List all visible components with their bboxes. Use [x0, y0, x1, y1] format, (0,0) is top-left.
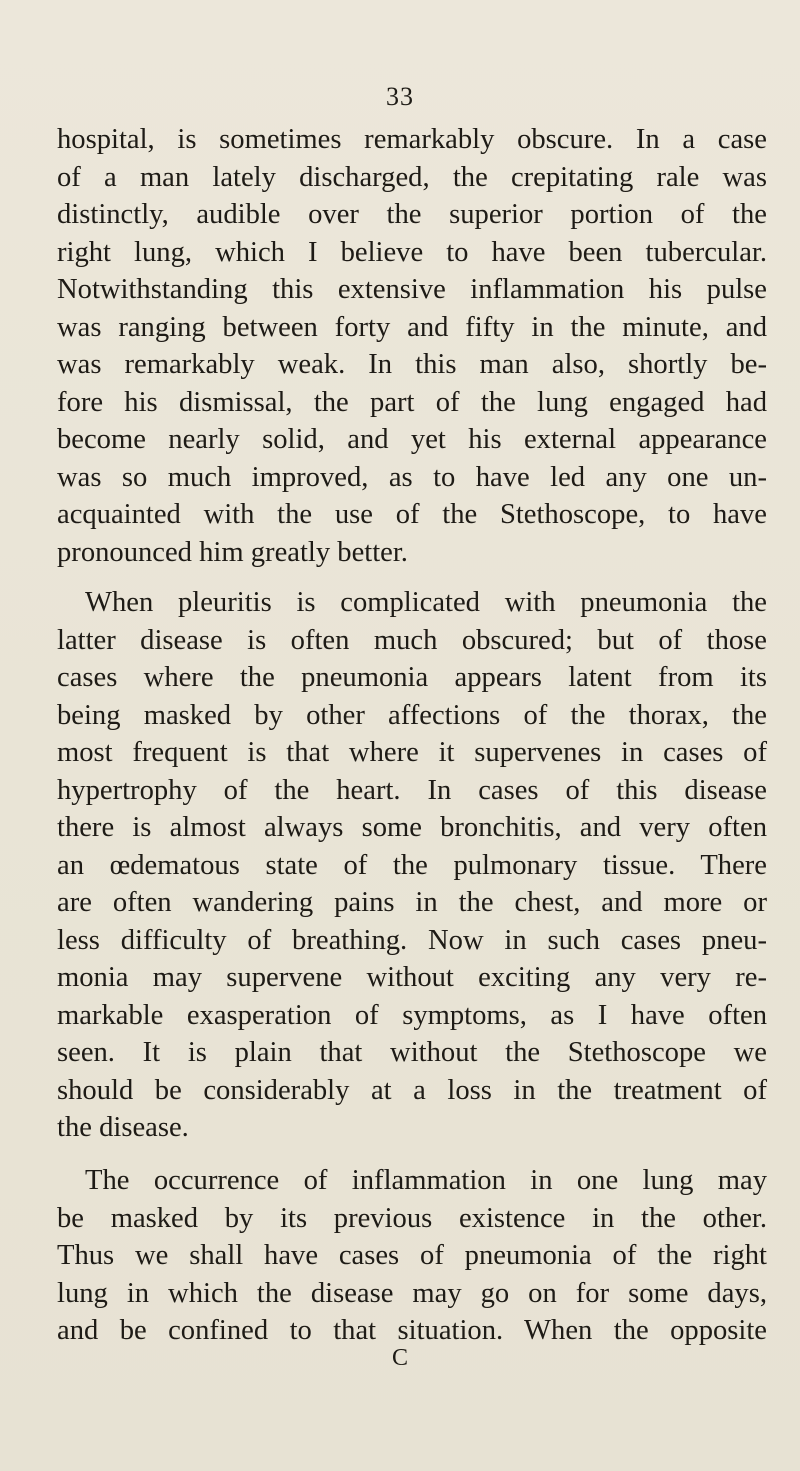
text-line: fore his dismissal, the part of the lung engaged had	[57, 386, 767, 418]
text-line: lung in which the disease may go on for some days,	[57, 1277, 767, 1309]
text-line: latter disease is often much obscured; but of those	[57, 624, 767, 656]
text-line: markable exasperation of symptoms, as I have often	[57, 999, 767, 1031]
text-line: and be confined to that situation. When the opposite	[57, 1315, 767, 1346]
text-line: Notwithstanding this extensive inflammation his pulse	[57, 274, 767, 305]
paragraph-1	[57, 121, 767, 571]
text-line: hypertrophy of the heart. In cases of this disease	[57, 774, 767, 806]
text-line: Thus we shall have cases of pneumonia of the right	[57, 1240, 767, 1271]
text-line: of a man lately discharged, the crepitating rale was	[57, 161, 767, 193]
text-line: seen. It is plain that without the Stethoscope we	[57, 1037, 767, 1068]
text-line: distinctly, audible over the superior portion of the	[57, 199, 767, 230]
text-line: pronounced him greatly better.	[57, 536, 408, 568]
text-line: less difficulty of breathing. Now in such cases pneu-	[57, 924, 767, 956]
text-line: right lung, which I believe to have been tubercular.	[57, 236, 767, 268]
paragraph-2	[57, 584, 767, 1147]
text-line: the disease.	[57, 1112, 189, 1143]
text-line: hospital, is sometimes remarkably obscure. In a case	[57, 124, 767, 155]
text-line: acquainted with the use of the Stethoscope, to have	[57, 499, 767, 530]
signature-mark: C	[391, 1345, 408, 1371]
text-line: was remarkably weak. In this man also, shortly be-	[57, 349, 767, 380]
text-line: was so much improved, as to have led any one un-	[57, 461, 767, 493]
page-number: 33	[386, 82, 414, 111]
text-line: an œdematous state of the pulmonary tissue. There	[57, 849, 767, 881]
text-line: monia may supervene without exciting any very re-	[57, 962, 767, 993]
text-line: become nearly solid, and yet his external appearance	[57, 424, 767, 455]
text-line: are often wandering pains in the chest, and more or	[57, 887, 767, 918]
text-line: being masked by other affections of the thorax, the	[57, 699, 767, 731]
text-line: The occurrence of inflammation in one lung may	[85, 1165, 767, 1196]
text-line: there is almost always some bronchitis, and very often	[57, 812, 767, 843]
text-line: most frequent is that where it supervenes in cases of	[57, 737, 767, 768]
text-line: When pleuritis is complicated with pneumonia the	[85, 587, 767, 618]
text-line: cases where the pneumonia appears latent from its	[57, 662, 767, 693]
text-line: was ranging between forty and fifty in the minute, and	[57, 311, 767, 343]
text-line: should be considerably at a loss in the treatment of	[57, 1074, 767, 1106]
paragraph-3	[57, 1162, 767, 1350]
text-line: be masked by its previous existence in the other.	[57, 1202, 767, 1234]
